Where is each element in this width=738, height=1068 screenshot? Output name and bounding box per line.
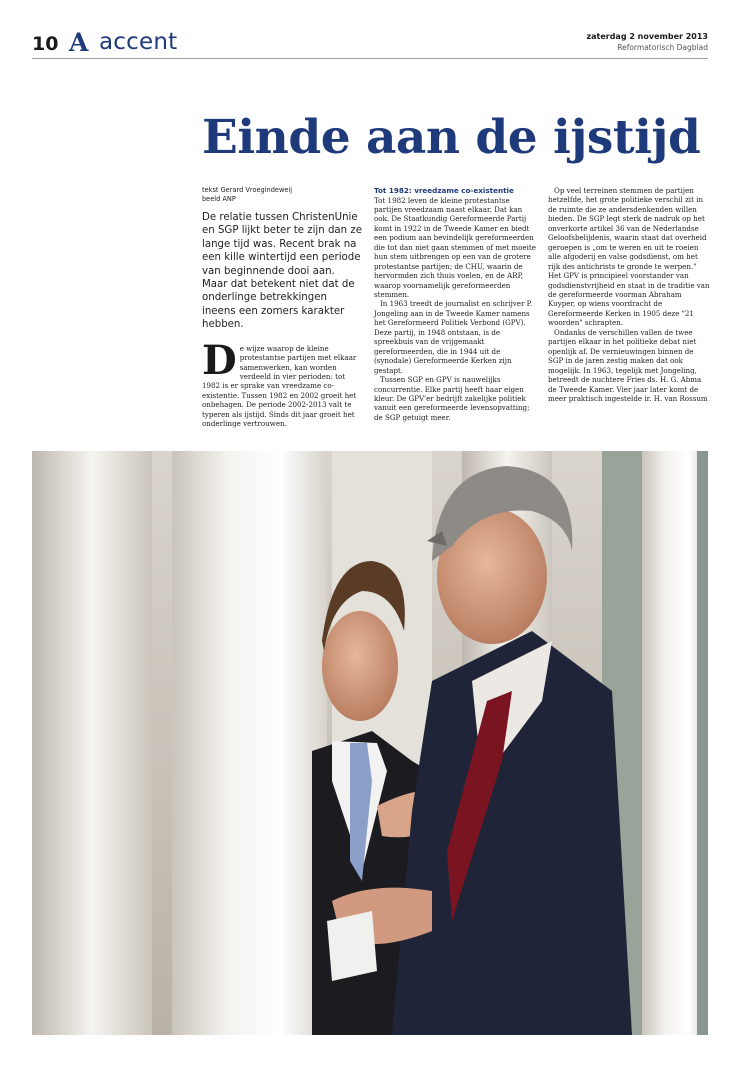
article-body-start: [202, 336, 362, 429]
drop-cap: D: [202, 336, 237, 384]
header-divider: [32, 58, 708, 59]
body-paragraph: Tussen SGP en GPV is nauwelijks concurrentie. Elke partij heeft haar eigen kleur. De GPV'er bedrijft zakelijke politiek vanuit een gereformeerde levensopvatting; de SGP getuigt meer.: [374, 375, 530, 422]
body-paragraph: Ondanks de verschillen vallen de twee partijen elkaar in het politieke debat niet openlijk af. De vernieuwingen binnen de SGP in de jaren zestig maken dat ook mogelijk. In 1963, tegelijk met Jongeling, betreedt de nuchtere Fries ds. H. G. Abma de Tweede Kamer. Vier jaar later komt de meer praktisch ingestelde ir. H. van Rossum: [548, 327, 708, 403]
article-column-2: [374, 186, 536, 422]
page-number: 10: [32, 33, 59, 55]
article-headline: Einde aan de ijstijd: [202, 110, 701, 165]
newspaper-name: Reformatorisch Dagblad: [617, 43, 708, 52]
photo-two-men-talking: [32, 451, 708, 1035]
section-name: accent: [99, 29, 178, 55]
page-header: [32, 28, 708, 58]
byline: [202, 186, 362, 204]
body-paragraph: Tot 1982 leven de kleine protestantse partijen vreedzaam naast elkaar. Dat kan ook. De Staatkundig Gereformeerde Partij komt in 1922 in de Tweede Kamer en biedt een podium aan bevindelijk gereformeerden die tot dan niet gaan stemmen of met moeite hun stem uitbrengen op een van de grotere protestantse partijen; de CHU, waarin de hervormden zich thuis voelen, en de ARP, waarop voornamelijk gereformeerden stemmen.: [374, 195, 536, 300]
body-paragraph: In 1963 treedt de journalist en schrijver P. Jongeling aan in de Tweede Kamer namens het Gereformeerd Politiek Verbond (GPV). Deze partij, in 1948 ontstaan, is de spreekbuis van de vrijgemaakt gereformeerden, die in 1944 uit de (synodale) Gereformeerde Kerken zijn gestapt.: [374, 299, 533, 375]
body-paragraph: e wijze waarop de kleine protestantse partijen met elkaar samenwerken, kan worden verdeeld in vier perioden: tot 1982 is er sprake van vreedzame co-existentie. Tussen 1982 en 2002 groeit het onbehagen. De periode 2002-2013 valt te typeren als ijstijd. Sinds dit jaar groeit het onderlinge vertrouwen.: [202, 343, 357, 429]
article-column-1: [202, 186, 362, 429]
body-paragraph: Op veel terreinen stemmen de partijen hetzelfde, het grote politieke verschil zit in de ruimte die ze andersdenkenden willen bieden. De SGP legt sterk de nadruk op het onverkorte artikel 36 van de Nederlandse Geloofsbelijdenis, waarin staat dat overheid geroepen is „om te weren en uit te roeien alle afgoderij en valse godsdienst, om het rijk des antichrists te gronde te werpen." Het GPV is principieel voorstander van godsdienstvrijheid en staat in de traditie van de gereformeerde voorman Abraham Kuyper, op wiens voordracht de Gereformeerde Kerken in 1905 deze "21 woorden" schrapten.: [548, 186, 710, 328]
section-subhead: Tot 1982: vreedzame co-existentie: [374, 186, 514, 195]
article-intro: De relatie tussen ChristenUnie en SGP lijkt beter te zijn dan ze lange tijd was. Recent brak na een kille wintertijd een periode van beginnende dooi aan. Maar dat betekent niet dat de onderlinge betrekkingen ineens een zomers karakter hebben.: [202, 212, 362, 331]
article-column-3: [548, 186, 710, 403]
section-logo-letter: A: [69, 28, 89, 57]
byline-author: tekst Gerard Vroegindeweij: [202, 186, 293, 194]
byline-photo: beeld ANP: [202, 195, 236, 203]
issue-date: zaterdag 2 november 2013: [586, 32, 708, 41]
article-photo: [32, 451, 708, 1035]
